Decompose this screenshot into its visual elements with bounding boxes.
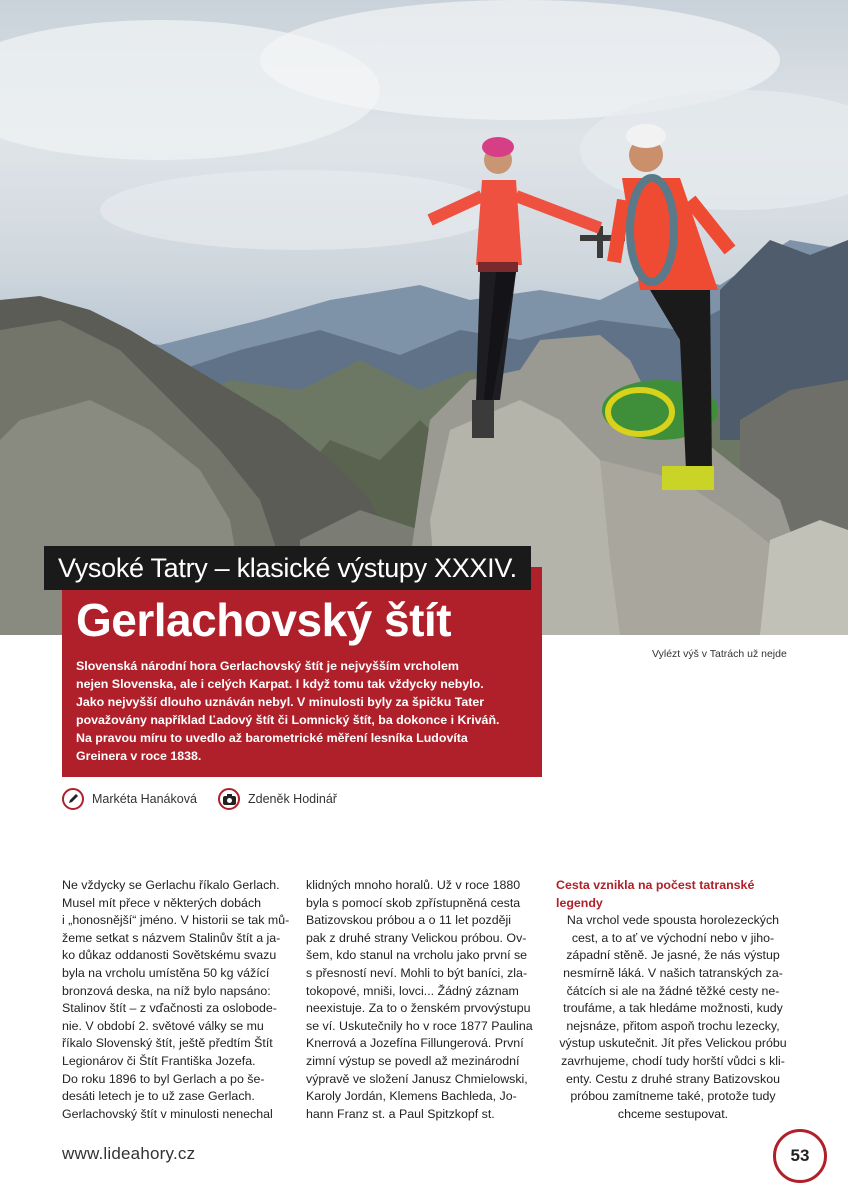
body-line: i „honosnější“ jméno. V historii se tak mů- bbox=[62, 913, 290, 928]
body-line: říkalo Slovenský štít, ještě předtím Štít bbox=[62, 1036, 273, 1051]
body-line: troufáme, a tak hledáme možnosti, kudy bbox=[563, 1001, 783, 1016]
body-line: zavrhujeme, chodí tudy horští vůdci s kli- bbox=[561, 1053, 785, 1068]
body-line: Ne vždycky se Gerlachu říkalo Gerlach. bbox=[62, 878, 280, 892]
lead-line: Greinera v roce 1838. bbox=[76, 749, 202, 763]
author-credit bbox=[62, 788, 197, 810]
section-heading: Cesta vznikla na počest tatranské bbox=[556, 878, 755, 892]
photo-caption: Vylézt výš v Tatrách už nejde bbox=[652, 648, 787, 660]
body-line: neexistuje. Za to o ženském prvovýstupu bbox=[306, 1001, 531, 1016]
body-line: žeme setkat s názvem Stalinův štít a ja- bbox=[62, 930, 281, 945]
body-line: desáti letech je to už zase Gerlach. bbox=[62, 1089, 255, 1104]
body-line: zimní výstup se povedl až mezinárodní bbox=[306, 1053, 520, 1068]
lead-line: Jako nejvyšší dlouho uznáván nebyl. V minulosti byly za špičku Tater bbox=[76, 695, 485, 709]
body-line: Legionárov či Štít Františka Jozefa. bbox=[62, 1053, 256, 1068]
body-line: Na vrchol vede spousta horolezeckých bbox=[566, 913, 780, 928]
lead-line: považovány například Ľadový štít či Lomnický štít, ba dokonce i Kriváň. bbox=[76, 713, 500, 727]
body-line: bronzová deska, na níž bylo napsáno: bbox=[62, 983, 271, 998]
body-line: Batizovskou próbou a o 11 let později bbox=[306, 913, 512, 928]
body-line: chceme sestupovat. bbox=[617, 1106, 729, 1121]
body-line: hann Franz st. a Paul Spitzkopf st. bbox=[306, 1106, 495, 1121]
text-column-2 bbox=[306, 877, 540, 1123]
body-line: výstup uskutečnit. Jít přes Velickou próbu bbox=[559, 1036, 787, 1051]
body-line: byla na vrcholu umístěna 50 kg vážící bbox=[62, 965, 270, 980]
body-line: Karoly Jordán, Klemens Bachleda, Jo- bbox=[306, 1089, 517, 1104]
section-heading: legendy bbox=[556, 895, 603, 910]
body-line: nesmírně láká. V našich tatranských za- bbox=[563, 965, 783, 980]
body-line: byla s pomocí skob zpřístupněná cesta bbox=[306, 895, 521, 910]
body-line: Stalinov štít – z vďačnosti za oslobode- bbox=[62, 1001, 277, 1016]
body-line: se ví. Uskutečnily ho v roce 1877 Paulina bbox=[306, 1018, 533, 1033]
body-line: klidných mnoho horalů. Už v roce 1880 bbox=[306, 878, 521, 892]
body-line: próbou zamítneme také, protože tudy bbox=[570, 1089, 776, 1104]
text-column-1 bbox=[62, 877, 296, 1123]
body-line: ko důkaz oddanosti Sovětskému svazu bbox=[62, 948, 277, 963]
body-line: enty. Cestu z druhé strany Batizovskou bbox=[566, 1071, 780, 1086]
lead-paragraph bbox=[76, 657, 526, 765]
lead-line: Na pravou míru to uvedlo až barometrické měření lesníka Ludovíta bbox=[76, 731, 468, 745]
lead-line: Slovenská národní hora Gerlachovský štít je nejvyšším vrcholem bbox=[76, 659, 459, 673]
body-line: Do roku 1896 to byl Gerlach a po še- bbox=[62, 1071, 265, 1086]
body-line: Knerrová a Jozefína Fillungerová. První bbox=[306, 1036, 524, 1051]
website-link[interactable]: www.lideahory.cz bbox=[62, 1144, 196, 1163]
page-number: 53 bbox=[773, 1129, 827, 1183]
body-line: Musel mít přece v některých dobách bbox=[62, 895, 262, 910]
text-column-3 bbox=[556, 877, 790, 1123]
body-line: nejsnáze, přitom aspoň trochu lezecky, bbox=[566, 1018, 780, 1033]
body-line: výpravě ve složení Janusz Chmielowski, bbox=[306, 1071, 528, 1086]
body-line: cest, a to ať ve východní nebo v jiho- bbox=[571, 930, 775, 945]
body-line: čátcích si ale na žádné těžké cesty ne- bbox=[566, 983, 780, 998]
body-line: nie. V období 2. světové války se mu bbox=[62, 1018, 264, 1033]
body-line: pak z druhé strany Velickou próbou. Ov- bbox=[306, 930, 527, 945]
pencil-icon bbox=[62, 788, 84, 810]
author-name: Markéta Hanáková bbox=[92, 792, 197, 806]
body-line: tokopové, mniši, lovci... Žádný záznam bbox=[306, 983, 519, 998]
photographer-credit bbox=[218, 788, 337, 810]
body-line: šem, kdo stanul na vrcholu jako první se bbox=[306, 948, 528, 963]
series-title: Vysoké Tatry – klasické výstupy XXXIV. bbox=[44, 546, 531, 590]
body-line: Gerlachovský štít v minulosti nenechal bbox=[62, 1106, 273, 1121]
camera-icon bbox=[218, 788, 240, 810]
photographer-name: Zdeněk Hodinář bbox=[248, 792, 337, 806]
body-line: s přesností neví. Mohli to být baníci, zla- bbox=[306, 965, 528, 980]
body-line: západní stěně. Je jasné, že nás výstup bbox=[566, 948, 780, 963]
lead-line: nejen Slovenska, ale i celých Karpat. I když tomu tak vždycky nebylo. bbox=[76, 677, 484, 691]
article-title: Gerlachovský štít bbox=[76, 594, 452, 646]
